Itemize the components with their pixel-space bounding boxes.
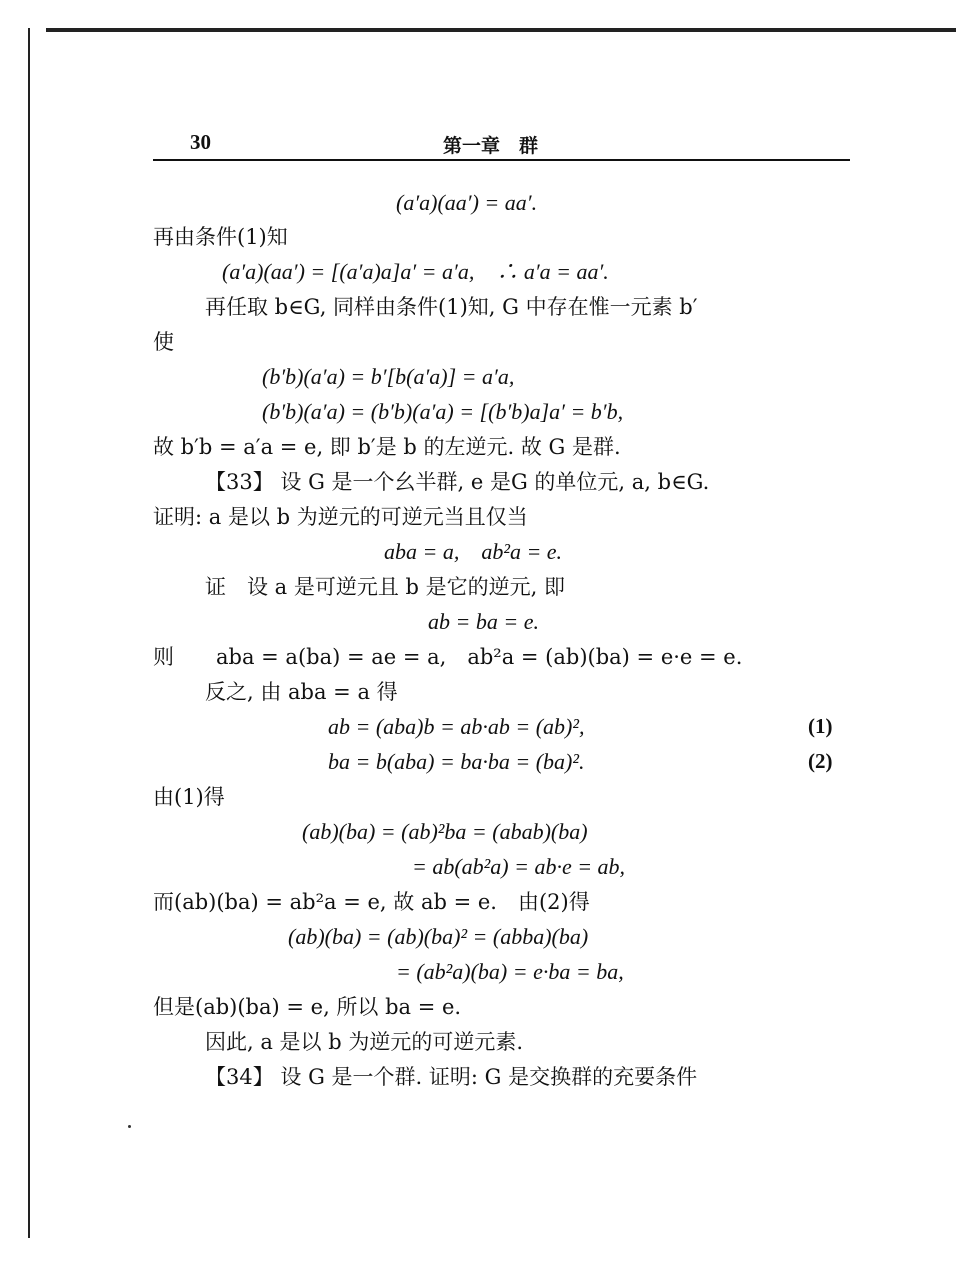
equation-line: = (ab²a)(ba) = e·ba = ba, bbox=[396, 959, 624, 984]
problem-34-statement: 【34】 设 G 是一个群. 证明: G 是交换群的充要条件 bbox=[205, 1065, 698, 1089]
equation-line: (b′b)(a′a) = b′[b(a′a)] = a′a, bbox=[262, 364, 515, 389]
text-line: 但是(ab)(ba) = e, 所以 ba = e. bbox=[153, 995, 462, 1019]
text-line: 使 bbox=[153, 330, 174, 354]
text-line: 因此, a 是以 b 为逆元的可逆元素. bbox=[205, 1030, 524, 1054]
text-line: 再由条件(1)知 bbox=[153, 225, 288, 249]
equation-line: (b′b)(a′a) = (b′b)(a′a) = [(b′b)a]a′ = b′b, bbox=[262, 399, 624, 424]
equation-line: (ab)(ba) = (ab)(ba)² = (abba)(ba) bbox=[288, 924, 589, 949]
equation-number: (2) bbox=[808, 749, 833, 773]
equation-line: ba = b(aba) = ba·ba = (ba)². bbox=[328, 749, 585, 774]
chapter-title: 第一章 群 bbox=[443, 135, 539, 157]
equation-line: (a′a)(aa′) = aa′. bbox=[396, 190, 538, 215]
page-number: 30 bbox=[190, 130, 211, 154]
equation-line: ab = (aba)b = ab·ab = (ab)², bbox=[328, 714, 585, 739]
scan-left-border bbox=[28, 28, 30, 1238]
equation-line: ab = ba = e. bbox=[428, 609, 539, 634]
equation-line: (a′a)(aa′) = [(a′a)a]a′ = a′a, ∴ a′a = aa′. bbox=[222, 259, 609, 284]
text-line: 则 aba = a(ba) = ae = a, ab²a = (ab)(ba) = e·e = e. bbox=[153, 645, 743, 669]
equation-line: (ab)(ba) = (ab)²ba = (abab)(ba) bbox=[302, 819, 588, 844]
scan-top-border bbox=[46, 28, 956, 32]
text-line: 证明: a 是以 b 为逆元的可逆元当且仅当 bbox=[153, 505, 528, 529]
text-line: 而(ab)(ba) = ab²a = e, 故 ab = e. 由(2)得 bbox=[153, 890, 590, 914]
equation-line: = ab(ab²a) = ab·e = ab, bbox=[412, 854, 626, 879]
text-line: 由(1)得 bbox=[153, 785, 225, 809]
problem-33-statement: 【33】 设 G 是一个幺半群, e 是G 的单位元, a, b∈G. bbox=[205, 470, 710, 494]
scan-speck bbox=[128, 1125, 131, 1128]
text-line: 故 b′b = a′a = e, 即 b′是 b 的左逆元. 故 G 是群. bbox=[153, 435, 621, 459]
equation-line: aba = a, ab²a = e. bbox=[384, 539, 563, 564]
equation-number: (1) bbox=[808, 714, 833, 738]
proof-start: 证 设 a 是可逆元且 b 是它的逆元, 即 bbox=[205, 575, 566, 599]
header-rule bbox=[153, 159, 850, 161]
text-line: 反之, 由 aba = a 得 bbox=[205, 680, 398, 704]
text-line: 再任取 b∈G, 同样由条件(1)知, G 中存在惟一元素 b′ bbox=[205, 295, 698, 319]
page-header bbox=[153, 128, 850, 158]
